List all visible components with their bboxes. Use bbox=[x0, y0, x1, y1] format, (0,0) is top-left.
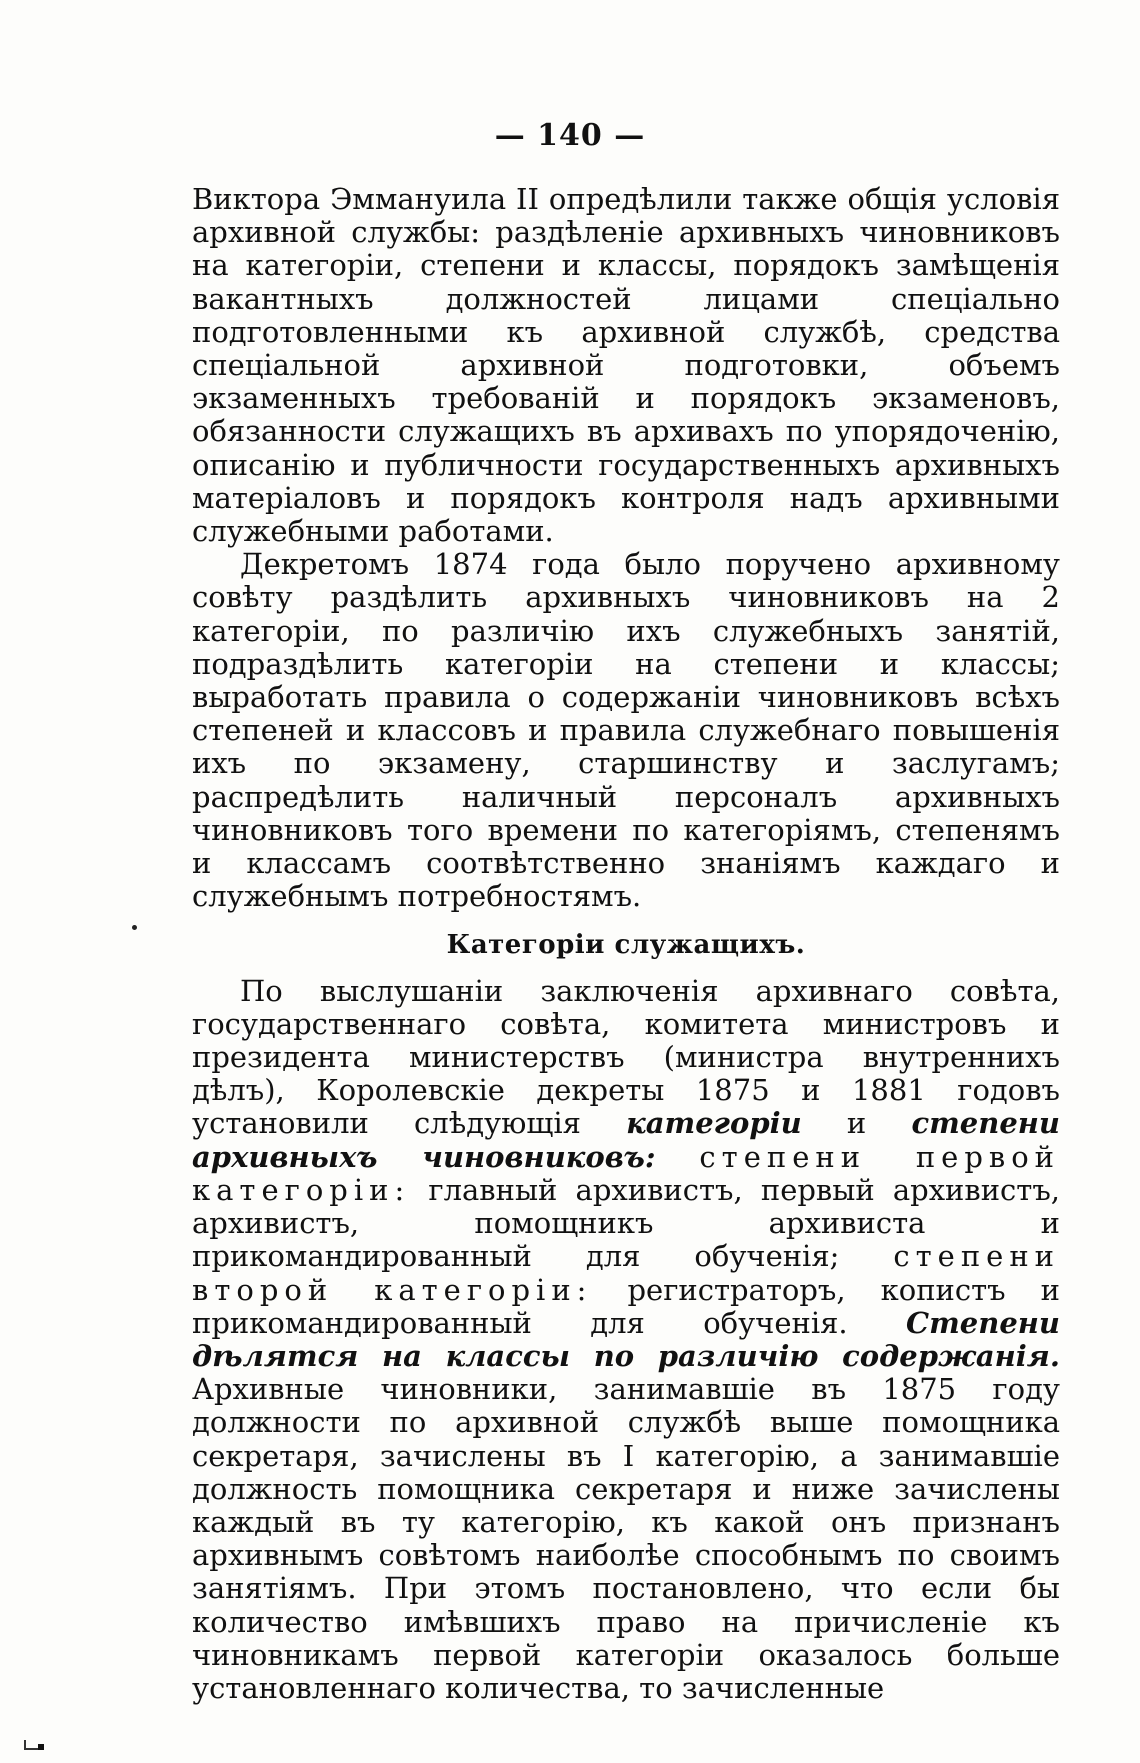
italic-term-categories: категоріи bbox=[626, 1106, 802, 1141]
paragraph-decree-1874: Декретомъ 1874 года было поручено архивному совѣту раздѣлить архивныхъ чиновниковъ на 2 категоріи, по различію ихъ служебныхъ занятій, подраздѣлить категоріи на степени и классы; выработать правила о содержаніи чиновниковъ всѣхъ степеней и классовъ и правила служебнаго повышенія ихъ по экзамену, старшинству и заслугамъ; распредѣлить наличный персоналъ архивныхъ чиновниковъ того времени по категоріямъ, степенямъ и классамъ соотвѣтственно знаніямъ каждаго и служебнымъ потребностямъ. bbox=[192, 547, 1060, 914]
italic-sentence-classes: Степени дѣлятся на классы по различію содержанія. bbox=[192, 1305, 1060, 1373]
text-run: регистраторъ, копистъ и прикомандированный для обученія. bbox=[192, 1272, 1060, 1340]
text-run: Архивные чиновники, занимавшіе въ 1875 году должности по архивной службѣ выше помощника секретаря, зачислены въ I категорію, а занимавшіе должность помощника секретаря и ниже зачислены каждый въ ту категорію, къ какой онъ признанъ архивнымъ совѣтомъ наиболѣе способнымъ по своимъ занятіямъ. При этомъ постановлено, что если бы количество имѣвшихъ право на причисленіе къ чиновникамъ первой категоріи оказалось больше установленнаго количества, то зачисленные bbox=[192, 1372, 1060, 1705]
page-number: — 140 — bbox=[494, 118, 646, 153]
paragraph-continuation: Виктора Эммануила II опредѣлили также общія условія архивной службы: раздѣленіе архивныхъ чиновниковъ на категоріи, степени и классы, порядокъ замѣщенія вакантныхъ должностей лицами спеціально подготовленными къ архивной службѣ, средства спеціальной архивной подготовки, объемъ экзаменныхъ требованій и порядокъ экзаменовъ, обязанности служащихъ въ архивахъ по упорядоченію, описанію и публичности государственныхъ архивныхъ матеріаловъ и порядокъ контроля надъ архивными служебными работами. bbox=[192, 182, 1060, 549]
text-run: главный архивистъ, первый архивистъ, архивистъ, помощникъ архивиста и прикомандированный для обученія; bbox=[192, 1172, 1060, 1274]
spaced-term-second-category: степени второй категоріи: bbox=[192, 1239, 1060, 1307]
italic-term-degrees: степени архивныхъ чиновниковъ: bbox=[192, 1106, 1061, 1174]
section-heading: Категоріи служащихъ. bbox=[446, 930, 806, 961]
scan-edge-mark bbox=[24, 1740, 38, 1750]
text-run bbox=[656, 1140, 700, 1174]
spaced-term-first-category: степени первой категоріи: bbox=[192, 1139, 1061, 1207]
margin-dot bbox=[132, 925, 137, 930]
paragraph-categories bbox=[192, 975, 1060, 1705]
text-run: По выслушаніи заключенія архивнаго совѣта, государственнаго совѣта, комитета министровъ и президента министерствъ (министра внутреннихъ дѣлъ), Королевскіе декреты 1875 и 1881 годовъ установили слѣдующія bbox=[192, 973, 1060, 1141]
text-run: и bbox=[801, 1106, 912, 1141]
body-text bbox=[192, 183, 1060, 1705]
